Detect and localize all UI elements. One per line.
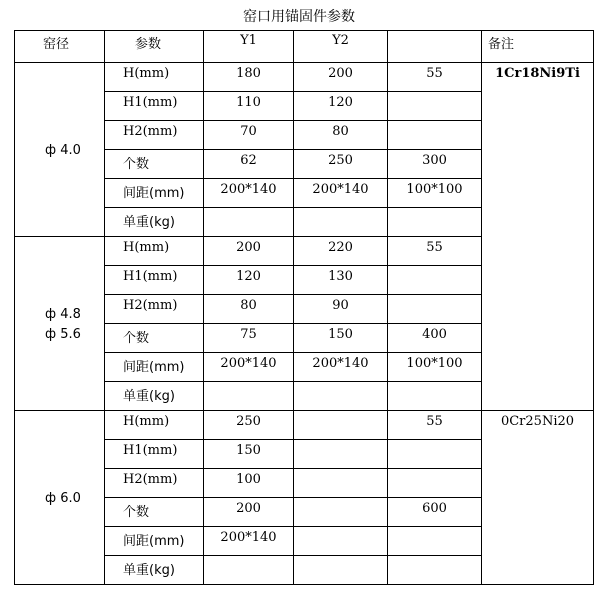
y2-value: 120 (294, 92, 388, 121)
parameter-label: 间距(mm) (105, 527, 204, 556)
y3-value: 100*100 (388, 179, 482, 208)
y3-value (388, 92, 482, 121)
y3-value (388, 527, 482, 556)
parameter-label: 间距(mm) (105, 353, 204, 382)
y2-value: 80 (294, 121, 388, 150)
y3-value: 400 (388, 324, 482, 353)
parameter-label: 单重(kg) (105, 382, 204, 411)
y2-value (294, 208, 388, 237)
header-diameter: 窑径 (15, 31, 105, 63)
diameter-label: ф 4.0 (45, 143, 81, 158)
y2-value (294, 498, 388, 527)
y1-value: 180 (204, 63, 294, 92)
header-remarks: 备注 (482, 31, 594, 63)
y2-value (294, 440, 388, 469)
parameter-label: 间距(mm) (105, 179, 204, 208)
header-y1: Y1 (204, 31, 294, 63)
y2-value (294, 469, 388, 498)
y3-value: 55 (388, 63, 482, 92)
parameter-label: H1(mm) (105, 266, 204, 295)
y2-value: 220 (294, 237, 388, 266)
table-row (15, 63, 594, 92)
y3-value: 55 (388, 411, 482, 440)
remark-material-cell: 1Cr18Ni9Ti (482, 63, 594, 411)
y2-value: 150 (294, 324, 388, 353)
y1-value: 200 (204, 237, 294, 266)
parameter-label: H(mm) (105, 411, 204, 440)
parameter-label: H1(mm) (105, 440, 204, 469)
y3-value: 300 (388, 150, 482, 179)
parameter-label: H2(mm) (105, 295, 204, 324)
diameter-cell (15, 411, 105, 585)
header-y3 (388, 31, 482, 63)
y1-value: 80 (204, 295, 294, 324)
y1-value: 200 (204, 498, 294, 527)
diameter-cell (15, 237, 105, 411)
y2-value: 200*140 (294, 179, 388, 208)
parameter-label: H(mm) (105, 63, 204, 92)
y1-value: 250 (204, 411, 294, 440)
header-row (15, 31, 594, 63)
parameter-label: 个数 (105, 324, 204, 353)
y3-value: 100*100 (388, 353, 482, 382)
y1-value (204, 382, 294, 411)
y2-value: 200*140 (294, 353, 388, 382)
remark-material-cell: 0Cr25Ni20 (482, 411, 594, 585)
y2-value (294, 527, 388, 556)
y1-value: 75 (204, 324, 294, 353)
y1-value: 62 (204, 150, 294, 179)
y1-value: 100 (204, 469, 294, 498)
parameter-label: H(mm) (105, 237, 204, 266)
diameter-label: ф 6.0 (45, 491, 81, 506)
y1-value: 110 (204, 92, 294, 121)
header-y2: Y2 (294, 31, 388, 63)
diameter-label: ф 5.6 (45, 327, 81, 342)
y3-value (388, 295, 482, 324)
y2-value: 90 (294, 295, 388, 324)
y3-value (388, 266, 482, 295)
y2-value: 250 (294, 150, 388, 179)
y2-value: 200 (294, 63, 388, 92)
y1-value: 200*140 (204, 527, 294, 556)
y1-value (204, 556, 294, 585)
y1-value: 150 (204, 440, 294, 469)
y3-value (388, 382, 482, 411)
y3-value (388, 556, 482, 585)
y1-value: 200*140 (204, 179, 294, 208)
y3-value (388, 440, 482, 469)
y3-value (388, 208, 482, 237)
y3-value (388, 121, 482, 150)
y2-value: 130 (294, 266, 388, 295)
parameter-label: 单重(kg) (105, 556, 204, 585)
y3-value: 55 (388, 237, 482, 266)
parameter-label: 单重(kg) (105, 208, 204, 237)
y3-value: 600 (388, 498, 482, 527)
y1-value: 70 (204, 121, 294, 150)
y2-value (294, 411, 388, 440)
parameter-label: 个数 (105, 498, 204, 527)
parameter-label: 个数 (105, 150, 204, 179)
parameter-label: H2(mm) (105, 469, 204, 498)
y1-value: 120 (204, 266, 294, 295)
y3-value (388, 469, 482, 498)
y2-value (294, 556, 388, 585)
anchor-parameter-table (14, 30, 594, 585)
parameter-label: H1(mm) (105, 92, 204, 121)
y1-value (204, 208, 294, 237)
header-parameter: 参数 (105, 31, 204, 63)
y1-value: 200*140 (204, 353, 294, 382)
diameter-cell (15, 63, 105, 237)
page-title: 窑口用锚固件参数 (243, 9, 355, 25)
diameter-label: ф 4.8 (45, 307, 81, 322)
table-row (15, 411, 594, 440)
parameter-label: H2(mm) (105, 121, 204, 150)
y2-value (294, 382, 388, 411)
